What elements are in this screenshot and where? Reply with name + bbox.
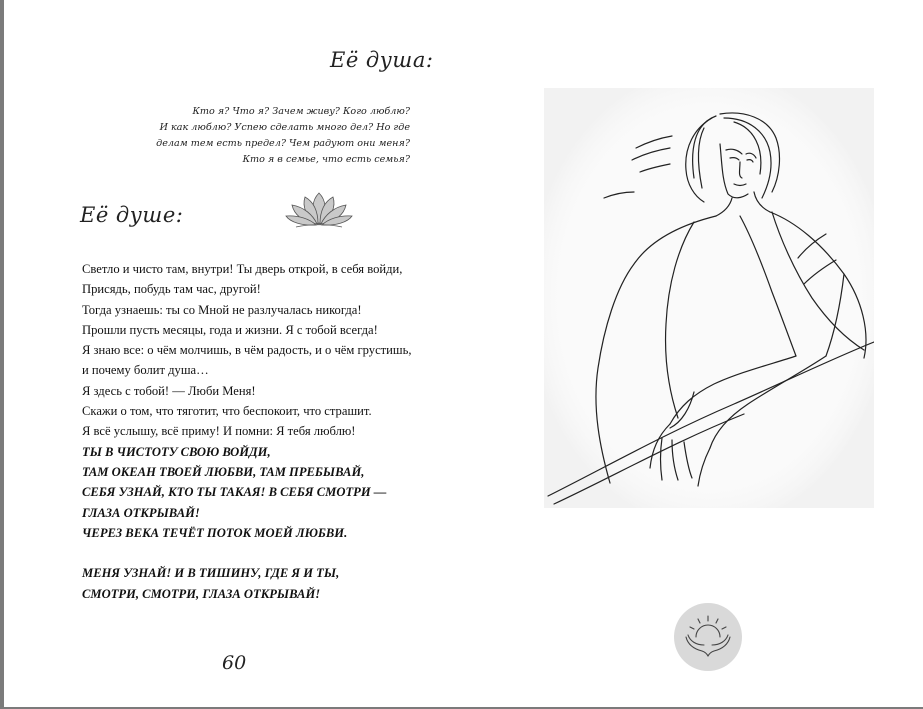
soul-question-block (144, 104, 410, 168)
question-line: делам тем есть предел? Чем радуют они меня? (156, 138, 410, 149)
poem-final-line: МЕНЯ УЗНАЙ! И В ТИШИНУ, ГДЕ Я И ТЫ, (82, 566, 340, 581)
poem-line: Я здесь с тобой! — Люби Меня! (82, 383, 256, 398)
poem-text (82, 259, 412, 604)
poem-line: Присядь, побудь там час, другой! (82, 282, 261, 297)
poem-line: и почему болит душа… (82, 363, 209, 378)
book-spread (4, 0, 923, 707)
question-line: Кто я в семье, что есть семья? (242, 154, 410, 165)
poem-caps-line: ТЫ В ЧИСТОТУ СВОЮ ВОЙДИ, (82, 444, 271, 459)
poem-caps-line: ТАМ ОКЕАН ТВОЕЙ ЛЮБВИ, ТАМ ПРЕБЫВАЙ, (82, 464, 365, 479)
lotus-icon (284, 190, 354, 230)
poem-line: Я всё услышу, всё приму! И помни: Я тебя люблю! (82, 424, 356, 439)
question-line: Кто я? Что я? Зачем живу? Кого люблю? (192, 106, 410, 117)
poem-final-line: СМОТРИ, СМОТРИ, ГЛАЗА ОТКРЫВАЙ! (82, 586, 321, 601)
poem-line: Я знаю все: о чём молчишь, в чём радость, и о чём грустишь, (82, 343, 412, 358)
stanza-gap (82, 543, 412, 563)
heading-to-her-soul: Её душе: (80, 203, 184, 227)
poem-caps-line: ГЛАЗА ОТКРЫВАЙ! (82, 505, 200, 520)
poem-caps-line: СЕБЯ УЗНАЙ, КТО ТЫ ТАКАЯ! В СЕБЯ СМОТРИ — (82, 485, 387, 500)
poem-line: Светло и чисто там, внутри! Ты дверь открой, в себя войди, (82, 262, 403, 276)
heading-her-soul: Её душа: (330, 48, 434, 72)
question-line: И как люблю? Успею сделать много дел? Но где (159, 122, 410, 133)
poem-line: Тогда узнаешь: ты со Мной не разлучалась никогда! (82, 302, 362, 317)
woman-sketch-illustration (544, 88, 874, 508)
poem-caps-line: ЧЕРЕЗ ВЕКА ТЕЧЁТ ПОТОК МОЕЙ ЛЮБВИ. (82, 525, 348, 540)
page-number: 60 (222, 652, 247, 674)
poem-line: Скажи о том, что тяготит, что беспокоит, что страшит. (82, 404, 372, 419)
hands-sun-emblem-icon (674, 603, 742, 671)
poem-line: Прошли пусть месяцы, года и жизни. Я с тобой всегда! (82, 322, 378, 337)
